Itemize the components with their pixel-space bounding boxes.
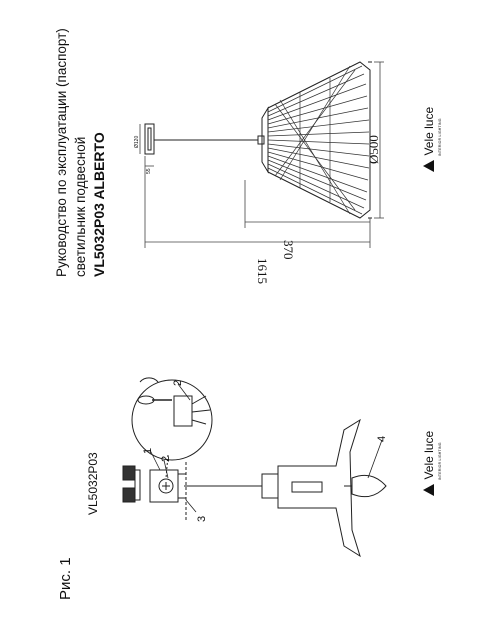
installation-drawing [123,378,386,556]
callout-leaders [150,384,382,512]
title-line-1: Руководство по эксплуатации (паспорт) [54,28,69,277]
shade-outline [268,62,370,218]
ceiling-block-1 [123,466,135,480]
socket [292,482,322,492]
install-holder [262,474,278,498]
dim-canopy-height-label: 55 [146,168,152,174]
callout-1: 1 [142,447,154,454]
ceiling-block-2 [123,488,135,502]
callout-3: 3 [196,515,208,522]
model-label: VL5032P03 [86,452,100,515]
callout-2-detail: 2 [172,379,184,386]
rotation-arrow [140,378,158,382]
brand-name: Vele luce [422,106,436,156]
lamp-holder [258,136,264,144]
figure-label: Рис. 1 [57,557,74,600]
brand-logo-left [420,431,442,496]
callout-2: 2 [160,455,172,462]
terminal-block [174,396,192,426]
callout-4: 4 [376,435,388,442]
brand-logo-right [420,107,442,172]
title-line-3: VL5032P03 ALBERTO [91,132,107,277]
brand-tagline: INTERIOR LIGHTING [438,118,442,156]
bulb [352,475,386,496]
dim-370-label: 370 [281,240,296,260]
shade-top-ring [262,108,268,172]
dim-diameter-label: Ø500 [366,135,381,164]
brand-logo-triangle-icon [423,160,434,172]
brand-logo-left-triangle-icon [423,484,434,496]
brand-tagline-left: INTERIOR LIGHTING [438,442,442,480]
screwdriver-handle [138,396,154,404]
title-line-2: светильник подвесной [73,136,88,277]
install-shade-outline [278,420,360,556]
dim-1615-label: 1615 [255,258,270,284]
shade-rods [268,66,369,214]
brand-name-left: Vele luce [422,430,436,480]
dim-canopy-diameter-label: Ø120 [134,135,140,148]
lamp-dimension-drawing [145,62,372,218]
ceiling-plate [135,470,140,500]
